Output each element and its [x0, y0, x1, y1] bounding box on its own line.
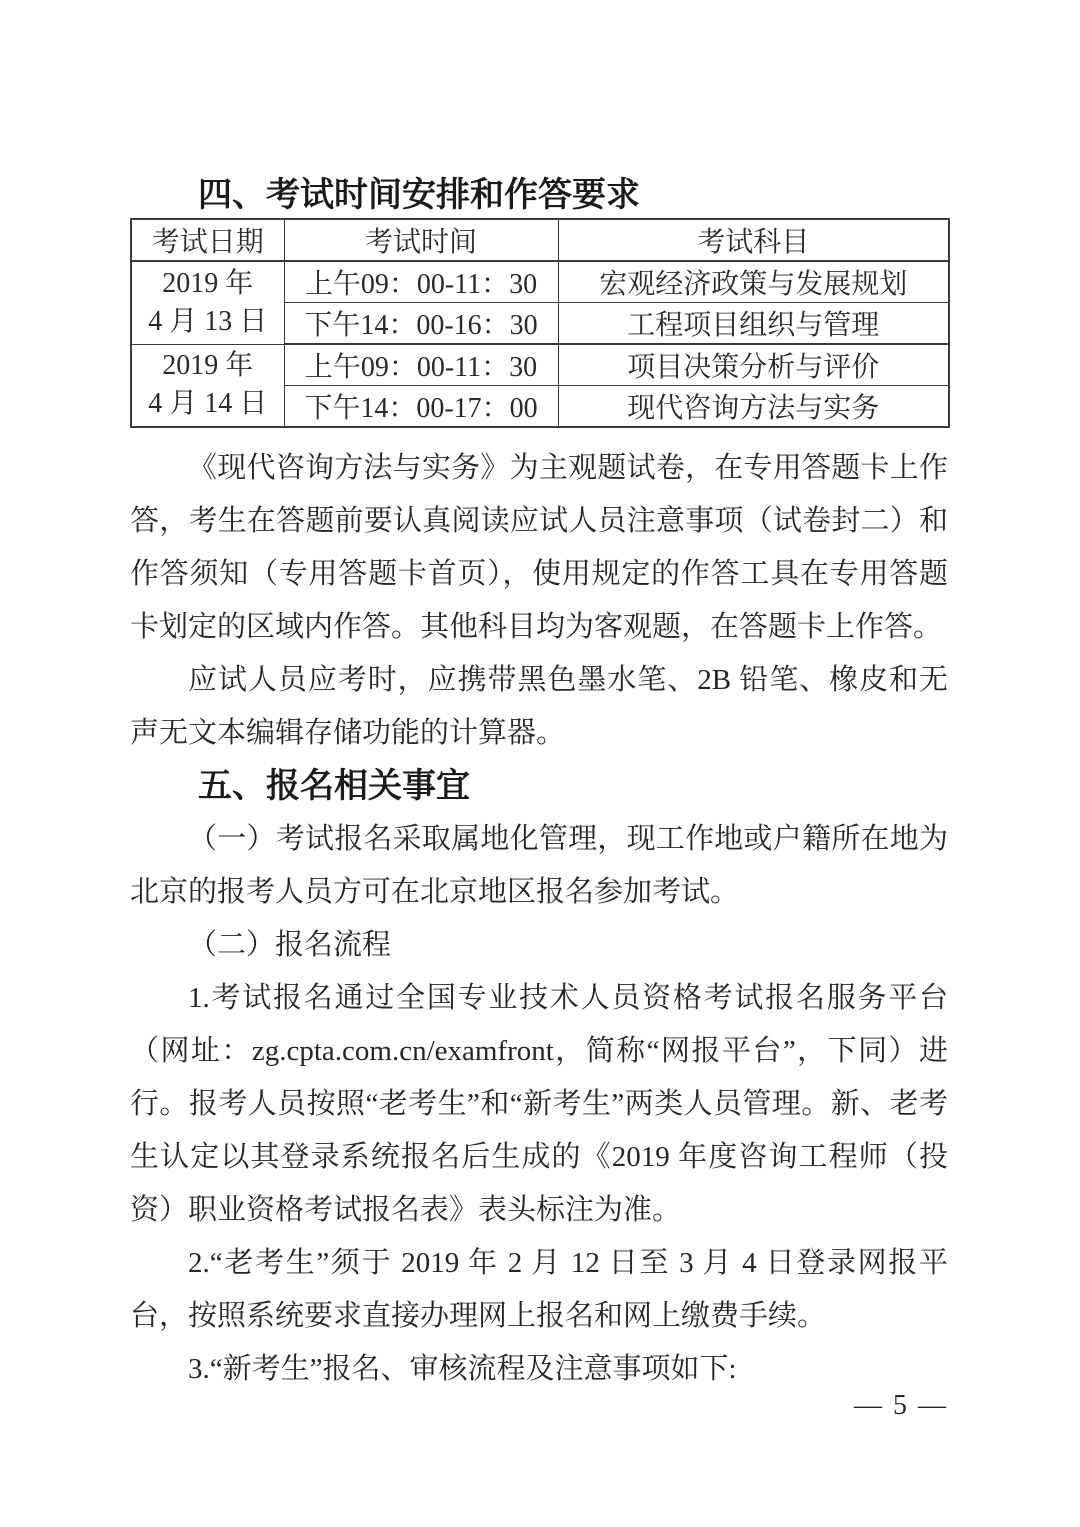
table-header-row — [131, 219, 949, 261]
exam-date-cell — [131, 344, 284, 427]
exam-subject-cell: 宏观经济政策与发展规划 — [558, 261, 949, 303]
paragraph-answer-requirements: 《现代咨询方法与实务》为主观题试卷，在专用答题卡上作答，考生在答题前要认真阅读应试人员注意事项（试卷封二）和作答须知（专用答题卡首页），使用规定的作答工具在专用答题卡划定的区域内作答。其他科目均为客观题，在答题卡上作答。 — [130, 452, 948, 643]
exam-date-line: 2019 年 — [162, 267, 254, 299]
page-number: — 5 — — [854, 1390, 948, 1421]
paragraph-registration-locality: （一）考试报名采取属地化管理，现工作地或户籍所在地为北京的报考人员方可在北京地区报名参加考试。 — [130, 823, 948, 908]
body-text-flow — [130, 442, 948, 1396]
exam-time-cell: 下午14：00-17：00 — [284, 386, 558, 428]
exam-subject-cell: 工程项目组织与管理 — [558, 303, 949, 345]
exam-subject-cell: 项目决策分析与评价 — [558, 344, 949, 386]
exam-time-cell: 下午14：00-16：30 — [284, 303, 558, 345]
table-row — [131, 344, 949, 386]
section-heading-registration: 五、报名相关事宜 — [198, 767, 470, 805]
exam-date-line: 4 月 14 日 — [148, 388, 268, 420]
exam-subject-cell: 现代咨询方法与实务 — [558, 386, 949, 428]
table-row — [131, 261, 949, 303]
exam-date-cell — [131, 261, 284, 344]
exam-date-line: 4 月 13 日 — [148, 305, 268, 337]
paragraph-registration-process-title: （二）报名流程 — [188, 929, 392, 961]
page-content — [130, 172, 948, 1396]
section-heading-exam-schedule: 四、考试时间安排和作答要求 — [198, 176, 640, 214]
paragraph-exam-tools: 应试人员应考时，应携带黑色墨水笔、2B 铅笔、橡皮和无声无文本编辑存储功能的计算器。 — [130, 664, 948, 749]
column-header-exam-subject: 考试科目 — [558, 219, 949, 261]
exam-schedule-table — [130, 218, 950, 428]
exam-time-cell: 上午09：00-11：30 — [284, 344, 558, 386]
paragraph-new-candidates: 3.“新考生”报名、审核流程及注意事项如下: — [188, 1353, 737, 1385]
paragraph-registration-platform: 1.考试报名通过全国专业技术人员资格考试报名服务平台（网址：zg.cpta.com.cn/examfront，简称“网报平台”，下同）进行。报考人员按照“老考生”和“新考生”两类人员管理。新、老考生认定以其登录系统报名后生成的《2019 年度咨询工程师（投资）职业资格考试报名表》表头标注为准。 — [130, 982, 948, 1226]
exam-time-cell: 上午09：00-11：30 — [284, 261, 558, 303]
paragraph-old-candidates: 2.“老考生”须于 2019 年 2 月 12 日至 3 月 4 日登录网报平台，按照系统要求直接办理网上报名和网上缴费手续。 — [130, 1247, 948, 1332]
column-header-exam-date: 考试日期 — [131, 219, 284, 261]
column-header-exam-time: 考试时间 — [284, 219, 558, 261]
exam-date-line: 2019 年 — [162, 350, 254, 382]
